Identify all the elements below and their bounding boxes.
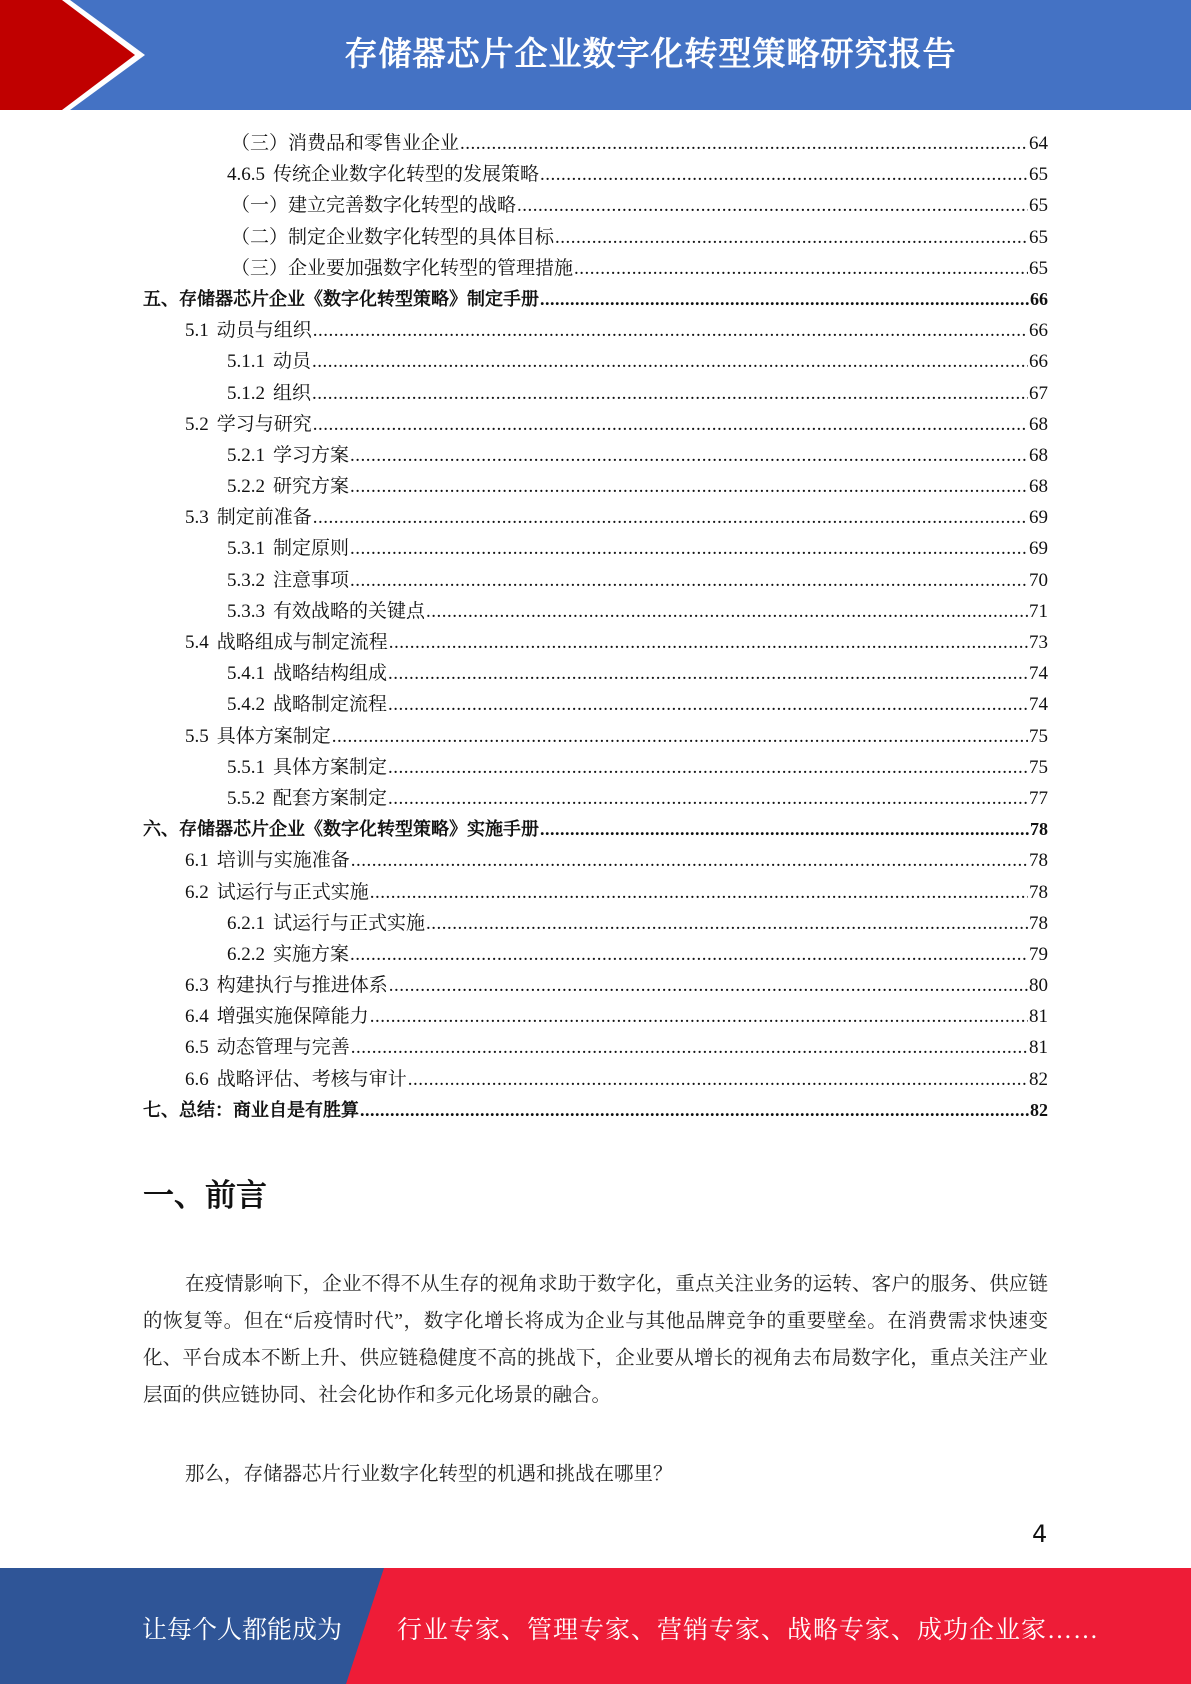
toc-leader-dots [389, 627, 1028, 658]
toc-entry[interactable] [143, 471, 1048, 502]
toc-entry-number: 5.2.1 [227, 444, 265, 466]
body-paragraph: 在疫情影响下，企业不得不从生存的视角求助于数字化，重点关注业务的运转、客户的服务、供应链的恢复等。但在“后疫情时代”，数字化增长将成为企业与其他品牌竞争的重要壁垒。在消费需求快速变化、平台成本不断上升、供应链稳健度不高的挑战下，企业要从增长的视角去布局数字化，重点关注产业层面的供应链协同、社会化协作和多元化场景的融合。 [143, 1274, 1048, 1406]
toc-leader-dots [517, 190, 1028, 221]
toc-entry-label [231, 253, 573, 284]
toc-entry[interactable] [143, 409, 1048, 440]
toc-entry-page: 74 [1029, 663, 1048, 685]
toc-entry-label [185, 1064, 407, 1095]
toc-entry-text: 学习方案 [273, 444, 350, 466]
toc-entry-page: 78 [1029, 881, 1048, 903]
toc-entry-number: 5.2.2 [227, 476, 265, 498]
toc-leader-dots [312, 346, 1028, 377]
table-of-contents [143, 128, 1048, 1126]
toc-entry-page: 80 [1029, 975, 1048, 997]
toc-entry-number: 6.1 [185, 850, 209, 872]
section-heading: 一、前言 [143, 1178, 267, 1214]
toc-entry-page: 67 [1029, 382, 1048, 404]
footer-slogan-right: 行业专家、管理专家、营销专家、战略专家、成功企业家…… [397, 1617, 1100, 1644]
page-footer [0, 1568, 1191, 1684]
toc-entry-number: 5.3.1 [227, 538, 265, 560]
toc-entry-label [143, 1095, 359, 1126]
toc-entry-label [185, 877, 369, 908]
toc-entry-text: 具体方案制定 [216, 725, 331, 747]
toc-entry-text: 组织 [273, 382, 312, 404]
toc-entry-label [143, 814, 539, 845]
toc-entry-page: 75 [1029, 756, 1048, 778]
toc-entry-number: 5.4 [185, 632, 209, 653]
toc-entry[interactable] [143, 908, 1048, 939]
toc-entry-number: 5.5.2 [227, 787, 265, 809]
toc-entry-number: 6.2.2 [227, 943, 265, 965]
toc-entry-label [143, 284, 539, 315]
toc-entry[interactable] [143, 877, 1048, 908]
toc-entry[interactable] [143, 752, 1048, 783]
toc-entry[interactable] [143, 689, 1048, 720]
toc-entry[interactable] [143, 814, 1048, 845]
toc-entry-number: 5.2 [185, 413, 209, 435]
toc-leader-dots [313, 315, 1028, 346]
toc-entry-label [227, 565, 349, 596]
toc-entry-text: （三）消费品和零售业企业 [231, 133, 460, 154]
toc-leader-dots [350, 471, 1028, 502]
toc-leader-dots [313, 502, 1028, 533]
toc-entry-number: 5.3 [185, 507, 209, 529]
toc-leader-dots [408, 1064, 1028, 1095]
toc-entry-number: 5.1.2 [227, 382, 265, 404]
toc-entry-label [231, 190, 516, 221]
toc-entry-label [227, 159, 539, 190]
toc-entry-text: （一）建立完善数字化转型的战略 [231, 195, 517, 217]
toc-entry[interactable] [143, 1064, 1048, 1095]
toc-entry-text: 战略结构组成 [273, 663, 388, 685]
toc-entry-text: 有效战略的关键点 [273, 600, 426, 622]
toc-entry-page: 81 [1029, 1006, 1048, 1028]
toc-entry-label [227, 689, 387, 720]
toc-entry-label [227, 533, 349, 564]
toc-leader-dots [540, 814, 1029, 845]
toc-entry-text: 动员与组织 [216, 320, 312, 342]
toc-leader-dots [370, 877, 1028, 908]
toc-leader-dots [555, 222, 1028, 253]
toc-entry-text: 研究方案 [273, 476, 350, 498]
toc-entry-label [185, 409, 312, 440]
report-title: 存储器芯片企业数字化转型策略研究报告 [344, 34, 957, 73]
toc-entry-text: 战略组成与制定流程 [216, 632, 388, 653]
toc-entry[interactable] [143, 128, 1048, 159]
toc-entry[interactable] [143, 565, 1048, 596]
toc-entry-label [231, 222, 554, 253]
toc-entry-page: 79 [1029, 943, 1048, 965]
toc-leader-dots [426, 596, 1028, 627]
toc-leader-dots [388, 752, 1028, 783]
toc-entry-text: 传统企业数字化转型的发展策略 [273, 164, 540, 186]
toc-entry-number: 5.4.1 [227, 663, 265, 685]
page-number: 4 [1032, 1520, 1048, 1548]
toc-entry-number: 5.3.2 [227, 569, 265, 591]
toc-entry-number: 5.1.1 [227, 351, 265, 373]
toc-entry-label [227, 752, 387, 783]
toc-entry[interactable] [143, 845, 1048, 876]
toc-entry-text: 学习与研究 [216, 413, 312, 435]
toc-entry[interactable] [143, 346, 1048, 377]
toc-leader-dots [388, 689, 1028, 720]
toc-entry-page: 74 [1029, 694, 1048, 716]
toc-entry-page: 68 [1029, 444, 1048, 466]
toc-entry-page: 65 [1029, 226, 1048, 248]
toc-entry-page: 78 [1030, 819, 1048, 840]
toc-entry-page: 71 [1029, 600, 1048, 622]
toc-leader-dots [574, 253, 1028, 284]
toc-entry-text: 总结：商业自是有胜算 [179, 1099, 359, 1121]
toc-leader-dots [388, 783, 1028, 814]
toc-entry-text: 试运行与正式实施 [216, 881, 369, 903]
toc-entry[interactable] [143, 627, 1048, 658]
toc-entry-page: 69 [1029, 507, 1048, 529]
toc-entry-label [227, 471, 349, 502]
toc-entry[interactable] [143, 222, 1048, 253]
toc-entry-text: 存储器芯片企业《数字化转型策略》实施手册 [179, 819, 539, 841]
toc-entry[interactable] [143, 253, 1048, 284]
toc-leader-dots [351, 845, 1028, 876]
toc-entry-label [185, 721, 331, 752]
toc-entry-text: （三）企业要加强数字化转型的管理措施 [231, 257, 574, 279]
toc-entry-text: 实施方案 [273, 943, 350, 965]
toc-entry-label [231, 128, 459, 159]
toc-entry[interactable] [143, 159, 1048, 190]
toc-entry-text: 制定原则 [273, 538, 350, 560]
toc-entry-page: 78 [1029, 850, 1048, 872]
toc-entry-page: 68 [1029, 413, 1048, 435]
toc-leader-dots [350, 533, 1028, 564]
toc-entry-number: 6.2 [185, 881, 209, 903]
toc-entry-number: 6.3 [185, 975, 209, 997]
toc-entry-label [185, 845, 350, 876]
toc-entry-text: 具体方案制定 [273, 756, 388, 778]
toc-entry-page: 75 [1029, 725, 1048, 747]
toc-entry-number: 4.6.5 [227, 164, 265, 186]
toc-entry-page: 70 [1029, 569, 1048, 591]
toc-entry-page: 82 [1029, 1068, 1048, 1090]
toc-leader-dots [350, 440, 1028, 471]
footer-slogan-left: 让每个人都能成为 [142, 1617, 343, 1644]
toc-entry[interactable] [143, 658, 1048, 689]
toc-entry-label [227, 346, 311, 377]
toc-entry-page: 69 [1029, 538, 1048, 560]
toc-leader-dots [460, 128, 1028, 159]
toc-entry-label [227, 939, 349, 970]
toc-leader-dots [332, 721, 1028, 752]
toc-entry-page: 65 [1029, 164, 1048, 186]
toc-entry-number: 6.6 [185, 1068, 209, 1090]
toc-entry-page: 82 [1030, 1099, 1048, 1120]
toc-entry-page: 64 [1029, 133, 1048, 154]
toc-entry[interactable] [143, 190, 1048, 221]
toc-entry-page: 81 [1029, 1037, 1048, 1059]
toc-leader-dots [389, 970, 1028, 1001]
toc-entry-text: 构建执行与推进体系 [216, 975, 388, 997]
toc-entry-number: 七、 [143, 1099, 179, 1120]
toc-entry-label [227, 378, 311, 409]
toc-entry-page: 73 [1029, 632, 1048, 653]
toc-entry-text: 增强实施保障能力 [216, 1006, 369, 1028]
toc-leader-dots [426, 908, 1028, 939]
toc-entry-text: 培训与实施准备 [216, 850, 350, 872]
toc-entry[interactable] [143, 721, 1048, 752]
page-header [0, 0, 1191, 110]
toc-entry-page: 65 [1029, 257, 1048, 279]
toc-entry-label [185, 1001, 369, 1032]
toc-entry-label [227, 440, 349, 471]
toc-entry-label [227, 596, 425, 627]
toc-entry[interactable] [143, 378, 1048, 409]
toc-entry[interactable] [143, 533, 1048, 564]
toc-entry-page: 68 [1029, 476, 1048, 498]
body-paragraph: 那么，存储器芯片行业数字化转型的机遇和挑战在哪里？ [185, 1464, 673, 1485]
toc-leader-dots [388, 658, 1028, 689]
toc-entry-label [227, 908, 425, 939]
toc-entry-text: 试运行与正式实施 [273, 912, 426, 934]
toc-entry[interactable] [143, 315, 1048, 346]
toc-entry-page: 65 [1029, 195, 1048, 217]
toc-entry-label [185, 627, 388, 658]
toc-entry[interactable] [143, 502, 1048, 533]
toc-entry[interactable] [143, 1001, 1048, 1032]
toc-entry-text: 制定前准备 [216, 507, 312, 529]
toc-entry[interactable] [143, 783, 1048, 814]
toc-leader-dots [540, 284, 1029, 315]
toc-entry-label [185, 1032, 350, 1063]
toc-entry-number: 6.4 [185, 1006, 209, 1028]
toc-entry-number: 六、 [143, 819, 179, 840]
toc-entry-label [185, 502, 312, 533]
toc-entry-page: 77 [1029, 787, 1048, 809]
toc-entry-text: 战略评估、考核与审计 [216, 1068, 407, 1090]
toc-entry[interactable] [143, 440, 1048, 471]
toc-entry-number: 5.5 [185, 725, 209, 747]
toc-entry-number: 6.5 [185, 1037, 209, 1059]
toc-entry-page: 66 [1029, 351, 1048, 373]
toc-entry[interactable] [143, 939, 1048, 970]
toc-entry[interactable] [143, 1095, 1048, 1126]
toc-entry[interactable] [143, 1032, 1048, 1063]
toc-leader-dots [312, 378, 1028, 409]
toc-entry-number: 5.4.2 [227, 694, 265, 716]
toc-leader-dots [370, 1001, 1028, 1032]
toc-entry-label [227, 783, 387, 814]
toc-entry-text: 配套方案制定 [273, 787, 388, 809]
toc-entry[interactable] [143, 596, 1048, 627]
toc-entry-number: 五、 [143, 288, 179, 309]
toc-entry-label [227, 658, 387, 689]
toc-entry-number: 5.3.3 [227, 600, 265, 622]
toc-entry-number: 6.2.1 [227, 912, 265, 934]
toc-leader-dots [360, 1095, 1029, 1126]
toc-entry-page: 66 [1029, 320, 1048, 342]
toc-entry[interactable] [143, 970, 1048, 1001]
toc-entry-number: 5.1 [185, 320, 209, 342]
toc-leader-dots [540, 159, 1028, 190]
toc-entry-text: （二）制定企业数字化转型的具体目标 [231, 226, 555, 248]
toc-entry-page: 66 [1030, 288, 1048, 309]
toc-leader-dots [350, 939, 1028, 970]
toc-leader-dots [351, 1032, 1028, 1063]
toc-entry[interactable] [143, 284, 1048, 315]
toc-entry-text: 动员 [273, 351, 312, 373]
toc-leader-dots [350, 565, 1028, 596]
toc-entry-number: 5.5.1 [227, 756, 265, 778]
toc-entry-label [185, 315, 312, 346]
toc-entry-text: 存储器芯片企业《数字化转型策略》制定手册 [179, 288, 539, 310]
toc-leader-dots [313, 409, 1028, 440]
toc-entry-text: 动态管理与完善 [216, 1037, 350, 1059]
toc-entry-text: 战略制定流程 [273, 694, 388, 716]
toc-entry-page: 78 [1029, 912, 1048, 934]
toc-entry-label [185, 970, 388, 1001]
toc-entry-text: 注意事项 [273, 569, 350, 591]
